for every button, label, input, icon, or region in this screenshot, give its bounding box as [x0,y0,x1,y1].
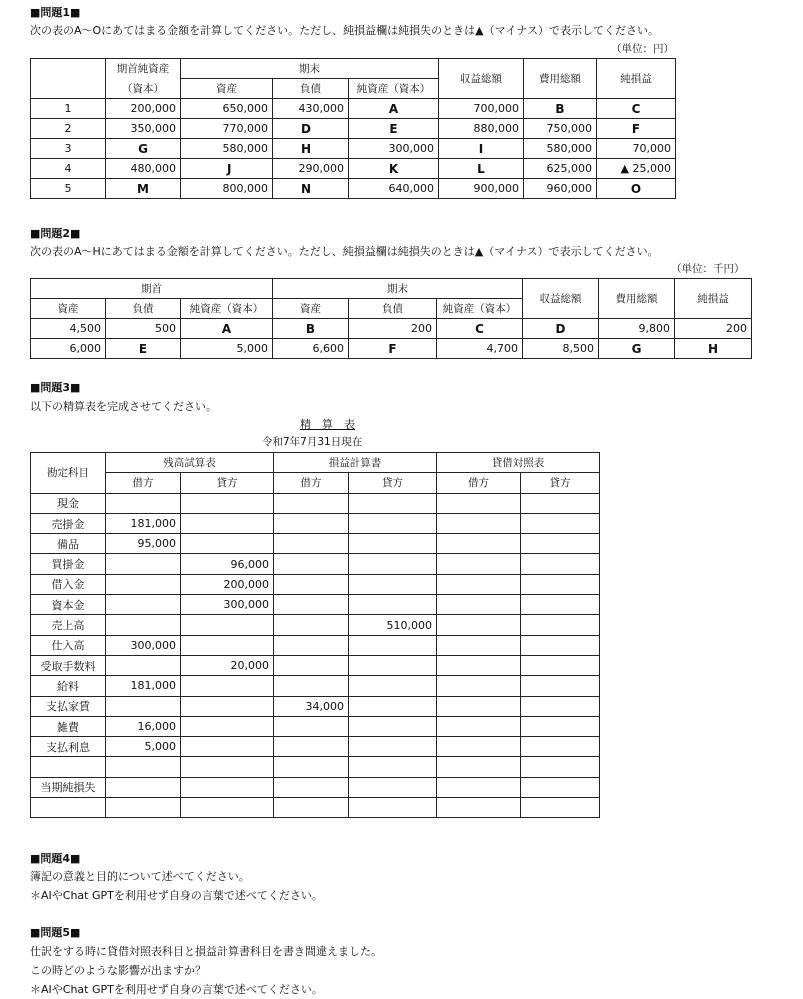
account-name: 雑費 [31,716,106,736]
q1-cell: 430,000 [273,99,349,119]
worksheet-cell-blank [437,615,521,635]
table-row [31,139,676,159]
worksheet-cell-blank [521,635,600,655]
q1-header-blank [31,59,106,99]
q1-cell: 770,000 [181,119,273,139]
worksheet-cell [349,716,437,736]
q2-cell-answer: B [273,319,349,339]
worksheet-cell [181,716,274,736]
worksheet-cell [349,798,437,818]
q1-cell: 480,000 [106,159,181,179]
worksheet-cell [106,554,181,574]
q1-cell: 880,000 [439,119,524,139]
worksheet-cell: 181,000 [106,676,181,696]
table-row [31,513,600,533]
table-row [31,493,600,513]
worksheet-cell [181,737,274,757]
q2-cell-answer: G [599,339,675,359]
q5-question-2: この時どのような影響が出ますか？ [30,964,206,977]
worksheet-cell: 20,000 [181,655,274,675]
worksheet-header-debit: 借方 [274,473,349,493]
q2-cell: 200 [675,319,752,339]
worksheet-cell [274,615,349,635]
worksheet-cell-blank [437,737,521,757]
worksheet-cell-blank [437,757,521,777]
worksheet-cell-blank [521,574,600,594]
q2-header-period-end: 期末 [273,279,523,299]
q5-heading: ■問題5■ [30,926,81,939]
worksheet-cell [274,716,349,736]
worksheet-cell [106,595,181,615]
worksheet-cell: 510,000 [349,615,437,635]
worksheet-cell [181,615,274,635]
account-name: 当期純損失 [31,777,106,797]
q1-cell: 750,000 [524,119,597,139]
worksheet-cell [349,635,437,655]
worksheet-cell [349,757,437,777]
account-name: 売掛金 [31,513,106,533]
worksheet-cell [274,757,349,777]
q1-instruction: 次の表のA〜Oにあてはまる金額を計算してください。ただし、純損益欄は純損失のときは▲（マイナス）で表示してください。 [30,24,659,37]
q1-cell: ▲ 25,000 [597,159,676,179]
q2-unit: （単位：千円） [671,263,745,275]
q1-cell-answer: G [106,139,181,159]
q1-cell-answer: L [439,159,524,179]
q1-cell: 960,000 [524,179,597,199]
worksheet-cell [274,798,349,818]
worksheet-cell-blank [437,595,521,615]
q2-header-revenue: 収益総額 [523,279,599,319]
worksheet-title: 精 算 表 [300,418,355,431]
q2-table [30,278,752,359]
q1-header-revenue: 収益総額 [439,59,524,99]
worksheet-cell [274,534,349,554]
worksheet-cell: 95,000 [106,534,181,554]
worksheet-cell [181,696,274,716]
q1-cell: 900,000 [439,179,524,199]
q2-instruction: 次の表のA〜Hにあてはまる金額を計算してください。ただし、純損益欄は純損失のときは▲（マイナス）で表示してください。 [30,245,659,258]
q4-note: ＊AIやChat GPTを利用せず自身の言葉で述べてください。 [30,889,323,902]
table-row [31,737,600,757]
worksheet-cell: 96,000 [181,554,274,574]
q1-cell-answer: B [524,99,597,119]
worksheet-cell-blank [437,676,521,696]
account-name: 支払利息 [31,737,106,757]
q2-cell-answer: D [523,319,599,339]
worksheet-cell [181,798,274,818]
worksheet-cell-blank [521,716,600,736]
q1-cell: 300,000 [349,139,439,159]
q1-cell: 640,000 [349,179,439,199]
worksheet-cell [349,493,437,513]
q2-cell: 200 [349,319,437,339]
worksheet-cell [181,676,274,696]
q1-cell: 580,000 [181,139,273,159]
worksheet-cell-blank [521,798,600,818]
q2-cell: 4,700 [437,339,523,359]
q2-cell: 8,500 [523,339,599,359]
q2-header-e-net: 純資産（資本） [437,299,523,319]
q2-cell: 5,000 [181,339,273,359]
q2-header-net: 純損益 [675,279,752,319]
worksheet-cell: 181,000 [106,513,181,533]
worksheet-cell-blank [521,676,600,696]
account-name: 借入金 [31,574,106,594]
q4-heading: ■問題4■ [30,852,81,865]
q1-cell: 800,000 [181,179,273,199]
table-row [31,595,600,615]
q1-row-no: 2 [31,119,106,139]
table-row [31,696,600,716]
q1-cell-answer: K [349,159,439,179]
table-row [31,757,600,777]
worksheet-cell [106,655,181,675]
worksheet-cell-blank [521,777,600,797]
q2-header-b-liab: 負債 [106,299,181,319]
q5-note: ＊AIやChat GPTを利用せず自身の言葉で述べてください。 [30,983,323,996]
q1-header-expense: 費用総額 [524,59,597,99]
worksheet-cell [349,534,437,554]
worksheet-cell-blank [521,655,600,675]
q1-header-opening: 期首純資産 [106,59,181,79]
q1-cell-answer: N [273,179,349,199]
worksheet-cell [274,574,349,594]
account-name: 売上高 [31,615,106,635]
q1-cell: 580,000 [524,139,597,159]
worksheet-cell [349,655,437,675]
worksheet-cell [181,635,274,655]
worksheet-header-debit: 借方 [106,473,181,493]
worksheet-cell-blank [521,757,600,777]
account-name [31,798,106,818]
q2-heading: ■問題2■ [30,227,81,240]
table-row [31,615,600,635]
q1-row-no: 3 [31,139,106,159]
worksheet-cell-blank [521,554,600,574]
worksheet-header-credit: 貸方 [181,473,274,493]
q2-cell: 9,800 [599,319,675,339]
q2-header-b-net: 純資産（資本） [181,299,273,319]
table-row [31,655,600,675]
q2-header-b-assets: 資産 [31,299,106,319]
account-name [31,757,106,777]
worksheet-cell-blank [437,635,521,655]
q1-cell-answer: J [181,159,273,179]
q1-cell-answer: I [439,139,524,159]
q1-row-no: 1 [31,99,106,119]
table-row [31,635,600,655]
worksheet-cell [349,554,437,574]
worksheet-cell: 200,000 [181,574,274,594]
worksheet-cell [181,513,274,533]
worksheet-cell-blank [521,493,600,513]
q1-header-assets: 資産 [181,79,273,99]
worksheet-header-account: 勘定科目 [31,453,106,494]
table-row [31,574,600,594]
worksheet-cell: 16,000 [106,716,181,736]
account-name: 給料 [31,676,106,696]
worksheet-date: 令和7年7月31日現在 [262,436,363,448]
q1-cell: 350,000 [106,119,181,139]
table-row [31,159,676,179]
q1-cell-answer: C [597,99,676,119]
worksheet-cell-blank [437,716,521,736]
table-row [31,179,676,199]
q1-cell-answer: A [349,99,439,119]
worksheet-table [30,452,600,818]
worksheet-cell-blank [437,655,521,675]
q2-cell-answer: E [106,339,181,359]
table-row [31,798,600,818]
worksheet-cell [106,757,181,777]
q3-instruction: 以下の精算表を完成させてください。 [30,400,217,413]
worksheet-header-income-statement: 損益計算書 [274,453,437,473]
worksheet-cell [274,554,349,574]
q2-cell-answer: F [349,339,437,359]
account-name: 受取手数料 [31,655,106,675]
worksheet-cell [274,513,349,533]
q1-table [30,58,676,199]
worksheet-cell [349,513,437,533]
worksheet-cell-blank [437,513,521,533]
worksheet-cell-blank [437,798,521,818]
q2-header-expense: 費用総額 [599,279,675,319]
q1-cell: 290,000 [273,159,349,179]
q2-header-beginning: 期首 [31,279,273,299]
worksheet-cell: 34,000 [274,696,349,716]
table-row [31,534,600,554]
q1-unit: （単位：円） [611,43,674,55]
q1-row-no: 4 [31,159,106,179]
q1-cell: 700,000 [439,99,524,119]
worksheet-cell [349,574,437,594]
worksheet-cell [274,737,349,757]
worksheet-cell-blank [437,534,521,554]
account-name: 備品 [31,534,106,554]
worksheet-cell [106,574,181,594]
q2-header-e-assets: 資産 [273,299,349,319]
q1-heading: ■問題1■ [30,6,81,19]
q5-question: 仕訳をする時に貸借対照表科目と損益計算書科目を書き間違えました。 [30,945,382,958]
q1-header-period-end: 期末 [181,59,439,79]
q1-header-capital: （資本） [106,79,181,99]
worksheet-header-credit: 貸方 [349,473,437,493]
worksheet-cell [274,635,349,655]
q1-cell: 625,000 [524,159,597,179]
worksheet-cell: 5,000 [106,737,181,757]
worksheet-cell [181,757,274,777]
q1-cell-answer: F [597,119,676,139]
account-name: 買掛金 [31,554,106,574]
q2-cell: 6,600 [273,339,349,359]
worksheet-header-trial-balance: 残高試算表 [106,453,274,473]
worksheet-cell [106,696,181,716]
table-row [31,339,752,359]
q1-cell: 70,000 [597,139,676,159]
table-row [31,676,600,696]
worksheet-cell [181,493,274,513]
q4-question: 簿記の意義と目的について述べてください。 [30,870,250,883]
worksheet-cell [106,777,181,797]
worksheet-cell-blank [521,737,600,757]
q1-cell: 200,000 [106,99,181,119]
worksheet-cell: 300,000 [106,635,181,655]
worksheet-cell-blank [521,513,600,533]
worksheet-cell [106,615,181,635]
account-name: 仕入高 [31,635,106,655]
table-row [31,716,600,736]
q2-header-e-liab: 負債 [349,299,437,319]
table-row [31,319,752,339]
worksheet-cell [274,493,349,513]
q2-cell-answer: A [181,319,273,339]
table-row [31,777,600,797]
q2-cell-answer: C [437,319,523,339]
account-name: 資本金 [31,595,106,615]
q1-cell-answer: M [106,179,181,199]
worksheet-cell [349,696,437,716]
worksheet-cell-blank [437,777,521,797]
q2-cell: 4,500 [31,319,106,339]
q1-row-no: 5 [31,179,106,199]
q2-cell: 6,000 [31,339,106,359]
worksheet-cell: 300,000 [181,595,274,615]
worksheet-cell [274,655,349,675]
table-row [31,119,676,139]
worksheet-header-debit: 借方 [437,473,521,493]
table-row [31,554,600,574]
account-name: 現金 [31,493,106,513]
worksheet-cell [349,676,437,696]
q1-header-net: 純損益 [597,59,676,99]
worksheet-header-credit: 貸方 [521,473,600,493]
worksheet-cell-blank [437,493,521,513]
worksheet-cell [349,737,437,757]
worksheet-cell [349,595,437,615]
worksheet-cell [106,493,181,513]
worksheet-cell [181,777,274,797]
worksheet-cell [274,676,349,696]
worksheet-cell-blank [437,554,521,574]
worksheet-cell-blank [521,696,600,716]
worksheet-cell-blank [521,534,600,554]
worksheet-header-balance-sheet: 貸借対照表 [437,453,600,473]
worksheet-cell-blank [521,615,600,635]
worksheet-cell [106,798,181,818]
worksheet-cell [274,595,349,615]
worksheet-cell-blank [521,595,600,615]
worksheet-cell [274,777,349,797]
q1-header-liabilities: 負債 [273,79,349,99]
q1-cell-answer: E [349,119,439,139]
q1-cell-answer: O [597,179,676,199]
q2-cell: 500 [106,319,181,339]
worksheet-cell-blank [437,696,521,716]
worksheet-cell [181,534,274,554]
account-name: 支払家賃 [31,696,106,716]
worksheet-cell [349,777,437,797]
q1-header-net-assets: 純資産（資本） [349,79,439,99]
worksheet-cell-blank [437,574,521,594]
q2-cell-answer: H [675,339,752,359]
q1-cell-answer: D [273,119,349,139]
table-row [31,99,676,119]
q1-cell: 650,000 [181,99,273,119]
q3-heading: ■問題3■ [30,381,81,394]
q1-cell-answer: H [273,139,349,159]
